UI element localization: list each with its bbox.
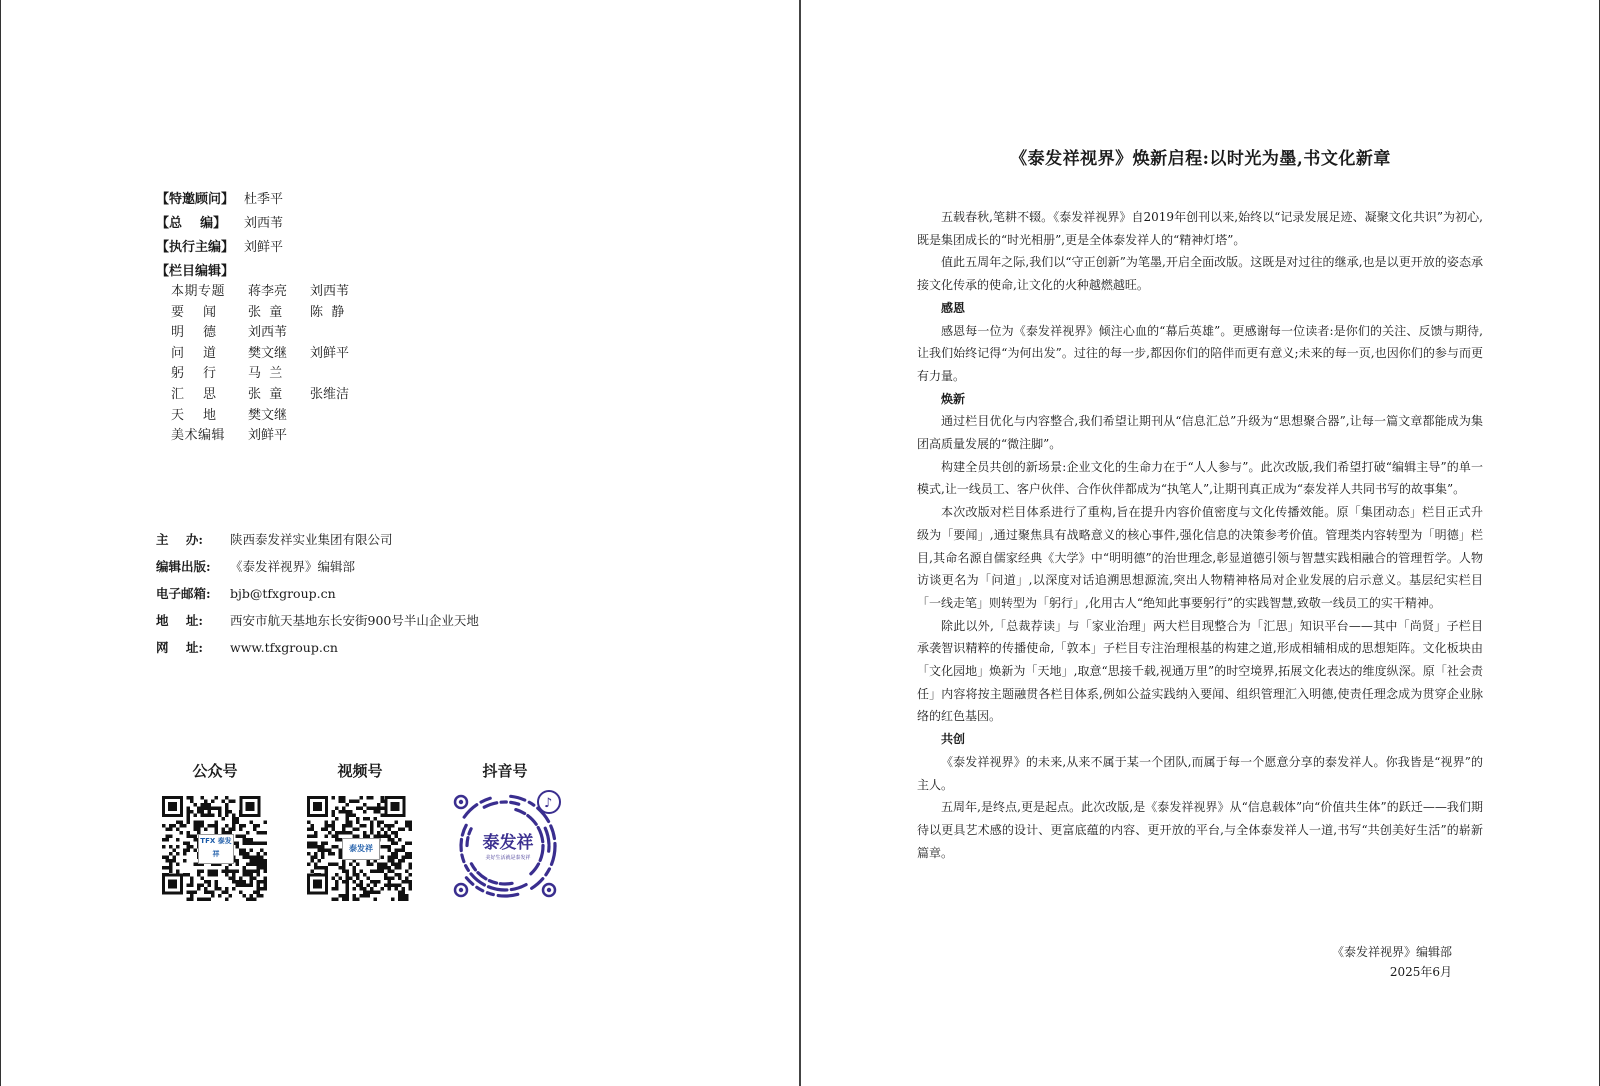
article-paragraph: 《泰发祥视界》的未来,从来不属于某一个团队,而属于每一个愿意分享的泰发祥人。你我皆是“视界”的主人。 (917, 754, 1483, 792)
column-editor-row (156, 364, 372, 385)
douyin-code-icon (450, 794, 560, 904)
publisher-value[interactable]: www.tfxgroup.cn (230, 640, 338, 655)
column-editor: 樊文继 (248, 345, 288, 361)
column-editor: 张 童 (248, 304, 283, 320)
svg-text:♪: ♪ (544, 796, 553, 811)
publisher-row (156, 528, 479, 555)
qr-video-channel (300, 760, 420, 904)
column-editor-row (156, 385, 372, 406)
masthead-row (156, 236, 372, 260)
column-editor-row (156, 282, 372, 303)
publisher-value: 《泰发祥视界》编辑部 (230, 559, 356, 574)
qr-badge: 泰发祥 (342, 838, 380, 860)
column-name: 问 道 (171, 345, 217, 361)
article-paragraph: 除此以外,「总裁荐读」与「家业治理」两大栏目现整合为「汇思」知识平台——其中「尚贤」子栏目承袭智识精粹的传播使命,「敦本」子栏目专注治理根基的构建之道,形成相辅相成的思想矩阵。文化板块由「文化园地」焕新为「天地」,取意“思接千载,视通万里”的时空境界,拓展文化表达的维度纵深。原「社会责任」内容将按主题融贯各栏目体系,例如公益实践纳入要闻、组织管理汇入明德,使责任理念成为贯穿企业脉络的红色基因。 (917, 618, 1483, 724)
qr-code-icon (305, 794, 415, 904)
masthead-label: 【总 编】 (156, 216, 227, 231)
column-name: 汇 思 (171, 386, 217, 402)
column-editor-row (156, 344, 372, 365)
publisher-label: 网 址: (156, 640, 204, 655)
column-editors-list (156, 282, 372, 447)
column-editor: 张 童 (248, 386, 283, 402)
column-name: 明 德 (171, 325, 217, 341)
signature-department: 《泰发祥视界》编辑部 (1331, 945, 1452, 959)
article-paragraph: 本次改版对栏目体系进行了重构,旨在提升内容价值密度与文化传播效能。原「集团动态」栏目正式升级为「要闻」,通过聚焦具有战略意义的核心事件,强化信息的决策参考价值。管理类内容转型为「明德」栏目,其命名源自儒家经典《大学》中“明明德”的治世理念,彰显道德引领与智慧实践相融合的管理哲学。人物访谈更名为「问道」,以深度对话追溯思想源流,突出人物精神格局对企业发展的启示意义。基层纪实栏目「一线走笔」则转型为「躬行」,化用古人“绝知此事要躬行”的实践智慧,致敬一线员工的实干精神。 (917, 505, 1483, 610)
qr-title: 视频号 (337, 762, 383, 780)
column-name: 美术编辑 (171, 428, 226, 444)
column-editor: 刘西苇 (248, 325, 288, 341)
article-body (917, 206, 1483, 864)
masthead-label: 【特邀顾问】 (156, 192, 235, 207)
masthead-row (156, 212, 372, 236)
masthead-value: 刘鲜平 (244, 240, 284, 255)
qr-badge (468, 832, 548, 862)
article-title: 《泰发祥视界》焕新启程:以时光为墨,书文化新章 (1010, 149, 1391, 169)
masthead-label: 【执行主编】 (156, 240, 235, 255)
article-signature (1332, 942, 1452, 982)
column-editors-heading: 【栏目编辑】 (156, 264, 235, 279)
publisher-row (156, 636, 479, 663)
publisher-label: 电子邮箱: (156, 586, 211, 601)
douyin-slogan: 美好生活就是泰发祥 (485, 855, 531, 861)
column-editor: 刘西苇 (310, 284, 350, 299)
article-paragraph: 通过栏目优化与内容整合,我们希望让期刊从“信息汇总”升级为“思想聚合器”,让每一篇文章都能成为集团高质量发展的“微注脚”。 (917, 414, 1483, 452)
article-subheading: 感恩 (941, 300, 966, 315)
publisher-row (156, 609, 479, 636)
article-paragraph: 感恩每一位为《泰发祥视界》倾注心血的“幕后英雄”。更感谢每一位读者:是你们的关注、反馈与期待,让我们始终记得“为何出发”。过往的每一步,都因你们的陪伴而更有意义;未来的每一页,也因你们的参与而更有力量。 (917, 323, 1483, 383)
qr-title: 公众号 (192, 762, 238, 780)
douyin-brand: 泰发祥 (482, 833, 534, 853)
publisher-label: 主 办: (156, 532, 204, 547)
publisher-value: 陕西泰发祥实业集团有限公司 (230, 532, 393, 547)
column-editor-row (156, 406, 372, 427)
column-editor: 蒋李亮 (248, 284, 288, 299)
column-name: 躬 行 (171, 366, 217, 382)
publisher-value[interactable]: bjb@tfxgroup.cn (230, 586, 336, 601)
qr-badge: TFX 泰发祥 (198, 834, 234, 864)
column-editor: 陈 静 (310, 304, 345, 320)
column-editor: 刘鲜平 (248, 428, 288, 444)
qr-title: 抖音号 (482, 762, 528, 780)
publisher-row (156, 582, 479, 609)
article-paragraph: 五载春秋,笔耕不辍。《泰发祥视界》自2019年创刊以来,始终以“记录发展足迹、凝聚文化共识”为初心,既是集团成长的“时光相册”,更是全体泰发祥人的“精神灯塔”。 (917, 210, 1483, 247)
column-editor-row (156, 426, 372, 447)
column-name: 本期专题 (171, 284, 226, 299)
publisher-label: 地 址: (156, 613, 204, 628)
signature-date: 2025年6月 (1389, 965, 1452, 979)
column-editor: 樊文继 (248, 407, 288, 423)
column-name: 要 闻 (171, 304, 217, 320)
column-editor-row (156, 303, 372, 324)
masthead-value: 杜季平 (244, 192, 284, 207)
article-subheading: 焕新 (941, 391, 966, 406)
publisher-value: 西安市航天基地东长安街900号半山企业天地 (230, 613, 479, 628)
publisher-row (156, 555, 479, 582)
publisher-label: 编辑出版: (156, 559, 211, 574)
article-subheading: 共创 (941, 732, 966, 747)
article-paragraph: 值此五周年之际,我们以“守正创新”为笔墨,开启全面改版。这既是对过往的继承,也是以更开放的姿态承接文化传承的使命,让文化的火种越燃越旺。 (917, 255, 1483, 293)
masthead-value: 刘西苇 (244, 216, 284, 231)
column-editor-row (156, 323, 372, 344)
column-editor: 张维洁 (310, 386, 350, 402)
masthead (156, 188, 372, 447)
qr-douyin (445, 760, 565, 904)
article-paragraph: 构建全员共创的新场景:企业文化的生命力在于“人人参与”。此次改版,我们希望打破“编辑主导”的单一模式,让一线员工、客户伙伴、合作伙伴都成为“执笔人”,让期刊真正成为“泰发祥人共同书写的故事集”。 (917, 459, 1483, 497)
column-editor: 马 兰 (248, 366, 283, 382)
column-name: 天 地 (171, 407, 217, 423)
qr-code-icon (160, 794, 270, 904)
qr-wechat-official (155, 760, 275, 904)
column-editor: 刘鲜平 (310, 345, 350, 361)
article-paragraph: 五周年,是终点,更是起点。此次改版,是《泰发祥视界》从“信息载体”向“价值共生体”的跃迁——我们期待以更具艺术感的设计、更富底蕴的内容、更开放的平台,与全体泰发祥人一道,书写“共创美好生活”的崭新篇章。 (917, 800, 1483, 860)
masthead-row (156, 188, 372, 212)
publisher-info (156, 528, 479, 663)
